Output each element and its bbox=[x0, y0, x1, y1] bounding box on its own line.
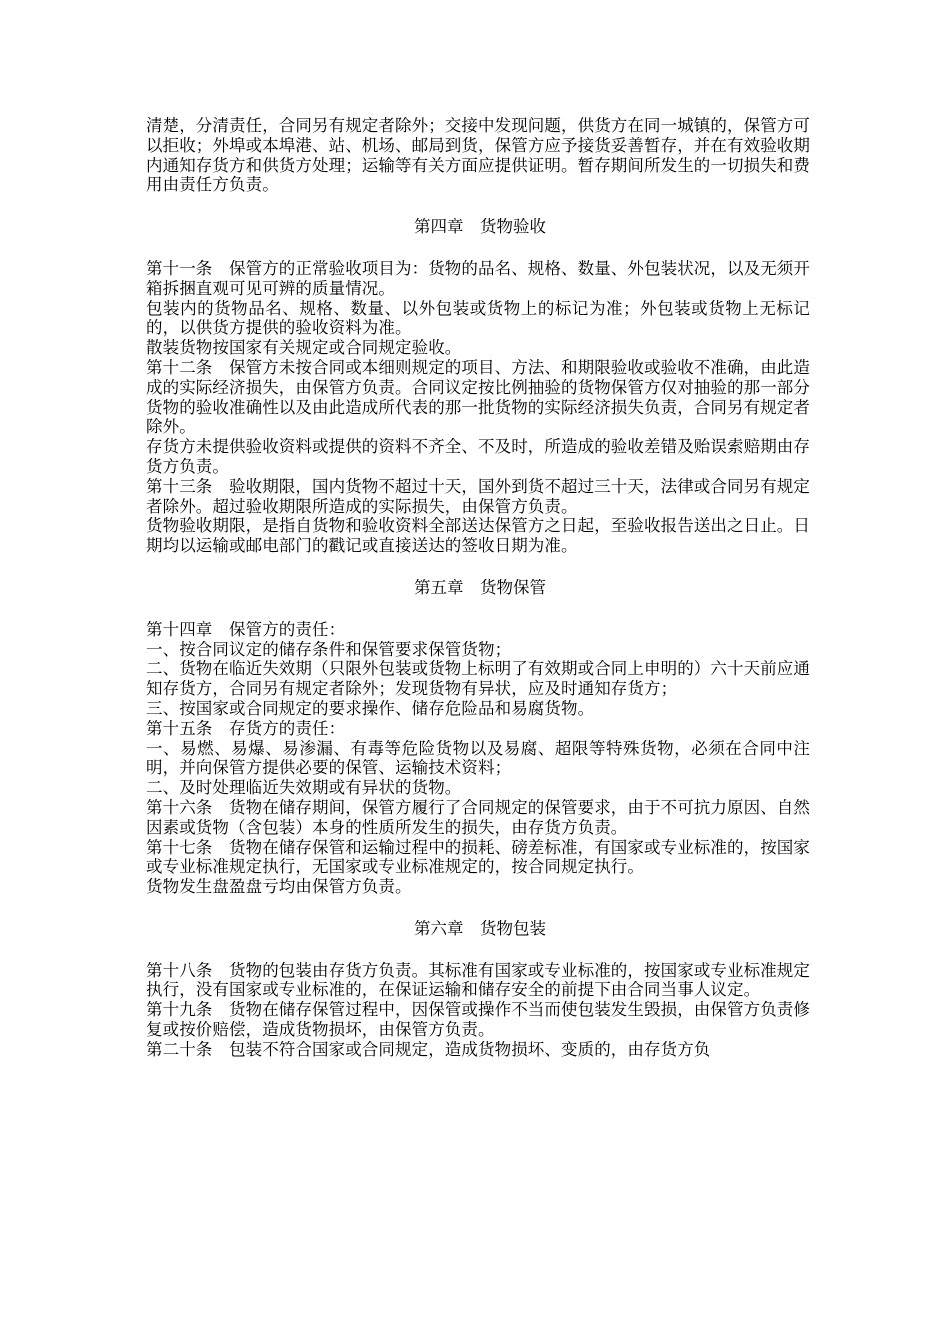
article-15-item-2: 二、及时处理临近失效期或有异状的货物。 bbox=[146, 778, 462, 798]
document-page bbox=[146, 116, 810, 1060]
paragraph-receiving-responsibility: 清楚，分清责任，合同另有规定者除外；交接中发现问题，供货方在同一城镇的，保管方可以拒收；外埠或本埠港、站、机场、邮局到货，保管方应予接货妥善暂存，并在有效验收期内通知存货方和供货方处理；运输等有关方面应提供证明。暂存期间所发生的一切损失和费用由责任方负责。 bbox=[146, 116, 810, 195]
article-17: 第十七条 货物在储存保管和运输过程中的损耗、磅差标准，有国家或专业标准的，按国家或专业标准规定执行，无国家或专业标准规定的，按合同规定执行。 bbox=[146, 837, 810, 877]
article-15: 第十五条 存货方的责任： bbox=[146, 718, 346, 738]
article-12-clause-documents: 存货方未提供验收资料或提供的资料不齐全、不及时，所造成的验收差错及贻误索赔期由存货方负责。 bbox=[146, 437, 810, 476]
article-19: 第十九条 货物在储存保管过程中，因保管或操作不当而使包装发生毁损，由保管方负责修复或按价赔偿，造成货物损坏，由保管方负责。 bbox=[146, 1000, 810, 1040]
article-14-item-3: 三、按国家或合同规定的要求操作、储存危险品和易腐货物。 bbox=[146, 698, 595, 718]
article-14-item-1: 一、按合同议定的储存条件和保管要求保管货物； bbox=[146, 639, 512, 659]
article-18: 第十八条 货物的包装由存货方负责。其标准有国家或专业标准的，按国家或专业标准规定执行，没有国家或专业标准的，在保证运输和储存安全的前提下由合同当事人议定。 bbox=[146, 960, 810, 1000]
article-17-clause-inventory: 货物发生盘盈盘亏均由保管方负责。 bbox=[146, 877, 412, 897]
article-13-clause-period: 货物验收期限，是指自货物和验收资料全部送达保管方之日起，至验收报告送出之日止。日期均以运输或邮电部门的戳记或直接送达的签收日期为准。 bbox=[146, 516, 810, 556]
article-14-item-2: 二、货物在临近失效期（只限外包装或货物上标明了有效期或合同上申明的）六十天前应通知存货方，合同另有规定者除外；发现货物有异状，应及时通知存货方； bbox=[146, 659, 810, 699]
article-12: 第十二条 保管方未按合同或本细则规定的项目、方法、和期限验收或验收不准确，由此造成的实际经济损失，由保管方负责。合同议定按比例抽验的货物保管方仅对抽验的那一部分货物的验收准确性以及由此造成所代表的那一批货物的实际经济损失负责，合同另有规定者除外。 bbox=[146, 357, 810, 437]
article-15-item-1: 一、易燃、易爆、易渗漏、有毒等危险货物以及易腐、超限等特殊货物，必须在合同中注明，并向保管方提供必要的保管、运输技术资料； bbox=[146, 738, 810, 778]
chapter-heading-5: 第五章 货物保管 bbox=[414, 577, 546, 597]
article-13: 第十三条 验收期限，国内货物不超过十天，国外到货不超过三十天，法律或合同另有规定者除外。超过验收期限所造成的实际损失，由保管方负责。 bbox=[146, 476, 810, 516]
chapter-heading-6: 第六章 货物包装 bbox=[414, 918, 546, 938]
chapter-heading-4: 第四章 货物验收 bbox=[414, 217, 546, 237]
article-11: 第十一条 保管方的正常验收项目为：货物的品名、规格、数量、外包装状况，以及无须开箱拆捆直观可见可辨的质量情况。 bbox=[146, 258, 810, 298]
article-11-clause-bulk: 散装货物按国家有关规定或合同规定验收。 bbox=[146, 338, 462, 358]
article-16: 第十六条 货物在储存期间，保管方履行了合同规定的保管要求，由于不可抗力原因、自然因素或货物（含包装）本身的性质所发生的损失，由存货方负责。 bbox=[146, 797, 810, 837]
article-11-clause-packaging: 包装内的货物品名、规格、数量、以外包装或货物上的标记为准；外包装或货物上无标记的，以供货方提供的验收资料为准。 bbox=[146, 298, 810, 338]
article-14: 第十四章 保管方的责任： bbox=[146, 619, 346, 639]
article-20: 第二十条 包装不符合国家或合同规定，造成货物损坏、变质的，由存货方负 bbox=[146, 1039, 711, 1059]
